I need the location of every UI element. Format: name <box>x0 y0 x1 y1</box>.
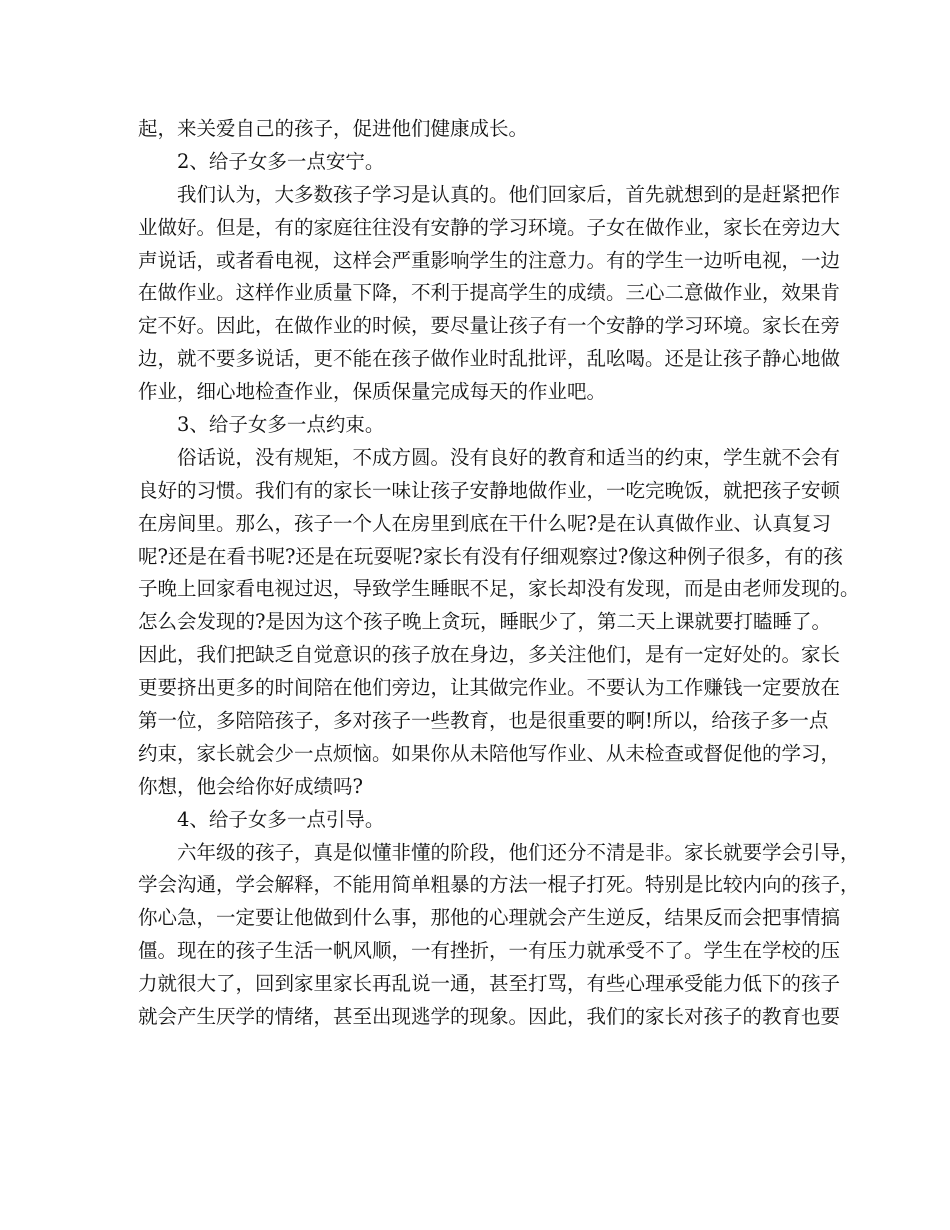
text-line: 呢?还是在看书呢?还是在玩耍呢?家长有没有仔细观察过?像这种例子很多，有的孩 <box>138 544 843 568</box>
text-line: 业做好。但是，有的家庭往往没有安静的学习环境。子女在做作业，家长在旁边大 <box>138 215 841 239</box>
text-line: 学会沟通，学会解释，不能用简单粗暴的方法一棍子打死。特别是比较内向的孩子， <box>138 873 860 897</box>
text-line: 在房间里。那么，孩子一个人在房里到底在干什么呢?是在认真做作业、认真复习 <box>138 511 831 535</box>
text-line: 你想，他会给你好成绩吗? <box>138 774 363 798</box>
text-line: 俗话说，没有规矩，不成方圆。没有良好的教育和适当的约束，学生就不会有 <box>177 445 841 469</box>
text-line: 良好的习惯。我们有的家长一味让孩子安静地做作业，一吃完晚饭，就把孩子安顿 <box>138 478 841 502</box>
text-line: 第一位，多陪陪孩子，多对孩子一些教育，也是很重要的啊!所以，给孩子多一点 <box>138 709 829 733</box>
text-line: 僵。现在的孩子生活一帆风顺，一有挫折，一有压力就承受不了。学生在学校的压 <box>138 939 841 963</box>
section-heading: 4、给子女多一点引导。 <box>177 807 385 831</box>
text-line: 定不好。因此，在做作业的时候，要尽量让孩子有一个安静的学习环境。家长在旁 <box>138 314 841 338</box>
text-line: 就会产生厌学的情绪，甚至出现逃学的现象。因此，我们的家长对孩子的教育也要 <box>138 1005 841 1029</box>
text-line: 作业，细心地检查作业，保质保量完成每天的作业吧。 <box>138 380 607 404</box>
text-line: 怎么会发现的?是因为这个孩子晚上贪玩，睡眠少了，第二天上课就要打瞌睡了。 <box>138 610 831 634</box>
text-line: 在做作业。这样作业质量下降，不利于提高学生的成绩。三心二意做作业，效果肯 <box>138 281 841 305</box>
text-line: 约束，家长就会少一点烦恼。如果你从未陪他写作业、从未检查或督促他的学习， <box>138 741 841 765</box>
document-page <box>138 113 860 1034</box>
text-line: 声说话，或者看电视，这样会严重影响学生的注意力。有的学生一边听电视，一边 <box>138 248 841 272</box>
text-line: 我们认为，大多数孩子学习是认真的。他们回家后，首先就想到的是赶紧把作 <box>177 182 841 206</box>
text-line: 力就很大了，回到家里家长再乱说一通，甚至打骂，有些心理承受能力低下的孩子 <box>138 972 841 996</box>
text-line: 子晚上回家看电视过迟，导致学生睡眠不足，家长却没有发现，而是由老师发现的。 <box>138 577 860 601</box>
text-line: 边，就不要多说话，更不能在孩子做作业时乱批评，乱吆喝。还是让孩子静心地做 <box>138 347 841 371</box>
text-line: 因此，我们把缺乏自觉意识的孩子放在身边，多关注他们，是有一定好处的。家长 <box>138 643 841 667</box>
section-heading: 2、给子女多一点安宁。 <box>177 149 385 173</box>
text-line: 六年级的孩子，真是似懂非懂的阶段，他们还分不清是非。家长就要学会引导， <box>177 840 860 864</box>
text-line: 更要挤出更多的时间陪在他们旁边，让其做完作业。不要认为工作赚钱一定要放在 <box>138 676 841 700</box>
section-heading: 3、给子女多一点约束。 <box>177 413 385 437</box>
text-line: 起，来关爱自己的孩子，促进他们健康成长。 <box>138 117 529 140</box>
text-line: 你心急，一定要让他做到什么事，那他的心理就会产生逆反，结果反而会把事情搞 <box>138 906 841 930</box>
